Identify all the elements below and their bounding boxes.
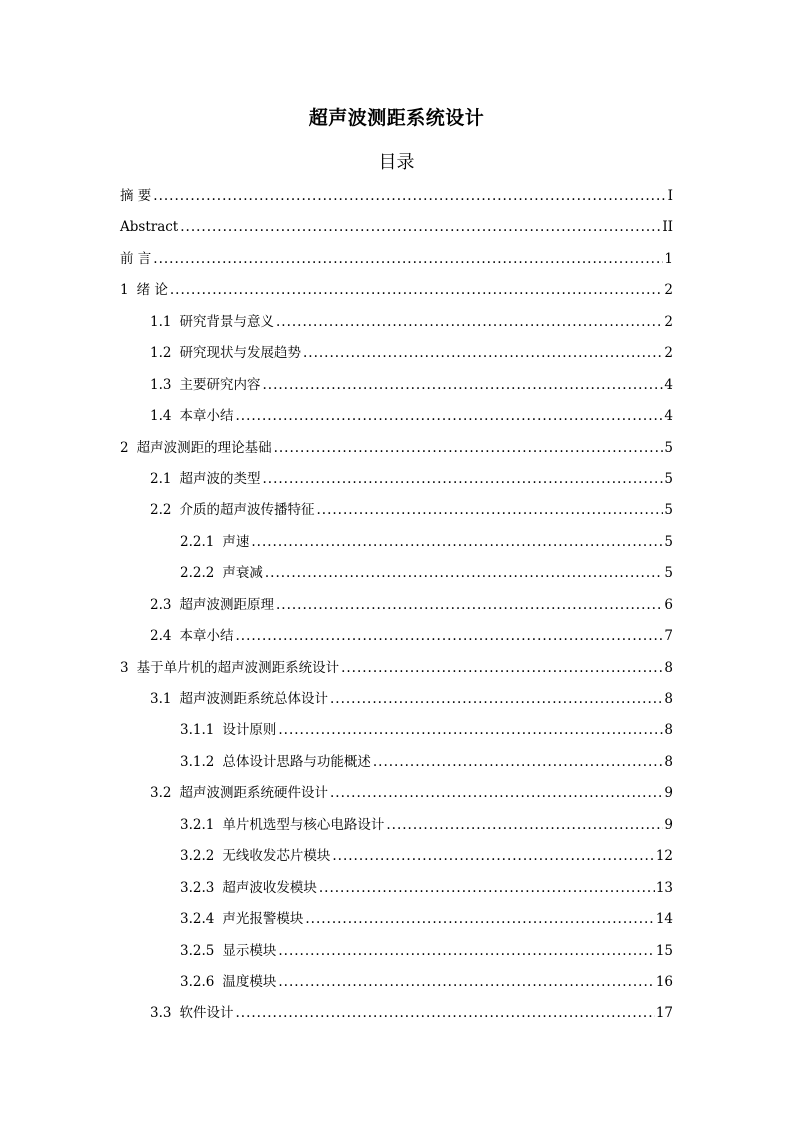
- toc-entry-page: 5: [664, 439, 673, 456]
- toc-entry-number: 2: [120, 439, 129, 456]
- toc-entry-number: 2.2.1: [180, 533, 215, 550]
- toc-entry-title: 单片机选型与核心电路设计: [222, 816, 385, 833]
- toc-heading: 目录: [378, 152, 415, 173]
- toc-entry-title: Abstract: [120, 219, 179, 236]
- toc-dot-leader: [341, 656, 663, 680]
- toc-entry-title: 超声波收发模块: [222, 879, 317, 896]
- table-of-contents: [120, 184, 673, 1033]
- toc-entry[interactable]: [120, 184, 673, 215]
- toc-dot-leader: [373, 750, 664, 774]
- toc-entry-number: 1.4: [150, 408, 172, 425]
- toc-entry[interactable]: [120, 341, 673, 372]
- toc-entry-number: 2.2.2: [180, 565, 215, 582]
- toc-entry-number: 3.2.6: [180, 973, 215, 990]
- toc-dot-leader: [262, 467, 663, 491]
- toc-entry-page: 9: [664, 816, 673, 833]
- toc-dot-leader: [235, 1001, 654, 1025]
- toc-entry-page: 8: [664, 691, 673, 707]
- toc-dot-leader: [235, 404, 663, 428]
- toc-entry-title: 声光报警模块: [222, 911, 304, 928]
- toc-entry-number: 3.2.4: [180, 911, 215, 928]
- toc-entry[interactable]: [120, 1001, 673, 1032]
- toc-dot-leader: [278, 970, 654, 994]
- toc-dot-leader: [316, 498, 663, 522]
- toc-entry-page: I: [667, 188, 673, 204]
- toc-entry[interactable]: [120, 561, 673, 592]
- toc-entry-number: 3.1.2: [180, 753, 215, 770]
- toc-entry-number: 2.2: [150, 502, 172, 519]
- toc-entry[interactable]: [120, 750, 673, 781]
- toc-entry-page: 17: [655, 1005, 673, 1022]
- toc-entry-page: 16: [655, 973, 673, 990]
- toc-entry-number: 3.2.1: [180, 816, 215, 833]
- toc-entry[interactable]: [120, 247, 673, 278]
- toc-entry-number: 3.1.1: [180, 722, 215, 739]
- toc-entry-title: 超声波测距原理: [179, 596, 274, 613]
- toc-entry-number: 3.2.5: [180, 942, 215, 959]
- toc-entry[interactable]: [120, 813, 673, 844]
- toc-entry-page: 6: [664, 596, 673, 613]
- toc-entry-number: 1.2: [150, 345, 172, 362]
- toc-entry-number: 3.2: [150, 785, 172, 802]
- toc-entry-title: 超声波测距系统硬件设计: [179, 785, 328, 802]
- toc-entry-title: 设计原则: [222, 722, 277, 739]
- toc-entry-number: 1: [120, 282, 129, 299]
- toc-entry-title: 本章小结: [179, 628, 234, 645]
- toc-entry-number: 3: [120, 659, 129, 676]
- toc-entry-title: 研究现状与发展趋势: [179, 345, 301, 362]
- toc-dot-leader: [278, 939, 654, 963]
- toc-entry-title: 显示模块: [222, 942, 277, 959]
- toc-entry-title: 软件设计: [179, 1005, 234, 1022]
- toc-entry[interactable]: [120, 373, 673, 404]
- toc-dot-leader: [153, 184, 666, 208]
- toc-entry-title: 超声波的类型: [179, 470, 261, 487]
- toc-entry-number: 3.2.2: [180, 848, 215, 865]
- toc-entry-title: 温度模块: [222, 973, 277, 990]
- toc-entry-title: 研究背景与意义: [179, 313, 274, 330]
- toc-entry[interactable]: [120, 436, 673, 467]
- toc-entry[interactable]: [120, 498, 673, 529]
- toc-entry-title: 摘 要: [120, 188, 152, 204]
- toc-entry-page: 2: [664, 345, 673, 362]
- toc-entry-page: 9: [664, 785, 673, 802]
- toc-entry-title: 声速: [222, 533, 250, 550]
- toc-entry[interactable]: [120, 970, 673, 1001]
- toc-entry-title: 本章小结: [179, 408, 234, 425]
- toc-entry-page: 13: [655, 879, 673, 896]
- toc-entry[interactable]: [120, 656, 673, 687]
- toc-entry-page: 2: [664, 313, 673, 330]
- toc-entry-number: 2.3: [150, 596, 172, 613]
- toc-entry-number: 2.1: [150, 470, 172, 487]
- toc-dot-leader: [319, 876, 655, 900]
- toc-dot-leader: [330, 781, 663, 805]
- toc-entry-page: 4: [664, 376, 673, 393]
- toc-entry[interactable]: [120, 215, 673, 246]
- toc-dot-leader: [276, 310, 663, 334]
- toc-entry[interactable]: [120, 404, 673, 435]
- toc-entry[interactable]: [120, 781, 673, 812]
- toc-entry-page: 5: [664, 502, 673, 519]
- toc-entry-page: 7: [664, 628, 673, 645]
- toc-dot-leader: [386, 813, 663, 837]
- toc-dot-leader: [278, 718, 663, 742]
- toc-entry[interactable]: [120, 907, 673, 938]
- toc-dot-leader: [274, 436, 664, 460]
- toc-entry[interactable]: [120, 278, 673, 309]
- toc-dot-leader: [330, 687, 663, 711]
- toc-entry-page: 8: [664, 659, 673, 676]
- toc-entry-title: 总体设计思路与功能概述: [222, 753, 371, 770]
- toc-entry-page: 8: [664, 722, 673, 739]
- toc-entry-page: 1: [664, 250, 673, 267]
- toc-entry-number: 3.3: [150, 1005, 172, 1022]
- toc-entry-page: 2: [664, 282, 673, 299]
- toc-entry-title: 介质的超声波传播特征: [179, 502, 315, 519]
- toc-dot-leader: [180, 215, 661, 239]
- toc-entry-title: 绪 论: [136, 282, 168, 299]
- toc-dot-leader: [305, 907, 654, 931]
- toc-dot-leader: [276, 593, 663, 617]
- toc-dot-leader: [265, 561, 664, 585]
- toc-entry-title: 主要研究内容: [179, 376, 261, 393]
- toc-entry[interactable]: [120, 939, 673, 970]
- toc-dot-leader: [235, 624, 663, 648]
- toc-dot-leader: [170, 278, 664, 302]
- toc-entry-title: 超声波测距的理论基础: [136, 439, 272, 456]
- toc-entry[interactable]: [120, 687, 673, 718]
- toc-entry-number: 2.4: [150, 628, 172, 645]
- toc-dot-leader: [262, 373, 663, 397]
- toc-entry-number: 3.2.3: [180, 879, 215, 896]
- toc-dot-leader: [251, 530, 663, 554]
- toc-entry-title: 无线收发芯片模块: [222, 848, 331, 865]
- toc-entry-page: II: [662, 219, 673, 236]
- toc-entry-page: 12: [655, 848, 673, 865]
- toc-entry[interactable]: [120, 310, 673, 341]
- toc-dot-leader: [332, 844, 654, 868]
- toc-entry-page: 5: [664, 533, 673, 550]
- toc-entry-number: 1.3: [150, 376, 172, 393]
- toc-entry-title: 前 言: [120, 250, 152, 267]
- toc-entry[interactable]: [120, 530, 673, 561]
- toc-entry[interactable]: [120, 467, 673, 498]
- toc-entry-title: 声衰减: [222, 565, 263, 582]
- toc-entry[interactable]: [120, 593, 673, 624]
- toc-entry[interactable]: [120, 844, 673, 875]
- toc-entry-page: 15: [655, 942, 673, 959]
- toc-entry-page: 5: [664, 565, 673, 582]
- toc-entry-page: 8: [664, 753, 673, 770]
- toc-entry-page: 5: [664, 470, 673, 487]
- toc-entry-title: 超声波测距系统总体设计: [179, 691, 328, 707]
- toc-dot-leader: [153, 247, 663, 271]
- toc-entry-number: 1.1: [150, 313, 172, 330]
- document-title: 超声波测距系统设计: [308, 107, 485, 129]
- toc-entry-title: 基于单片机的超声波测距系统设计: [136, 659, 340, 676]
- toc-entry-page: 14: [655, 911, 673, 928]
- toc-entry-number: 3.1: [150, 691, 172, 707]
- toc-entry-page: 4: [664, 408, 673, 425]
- toc-entry[interactable]: [120, 718, 673, 749]
- toc-dot-leader: [303, 341, 663, 365]
- toc-entry[interactable]: [120, 876, 673, 907]
- toc-entry[interactable]: [120, 624, 673, 655]
